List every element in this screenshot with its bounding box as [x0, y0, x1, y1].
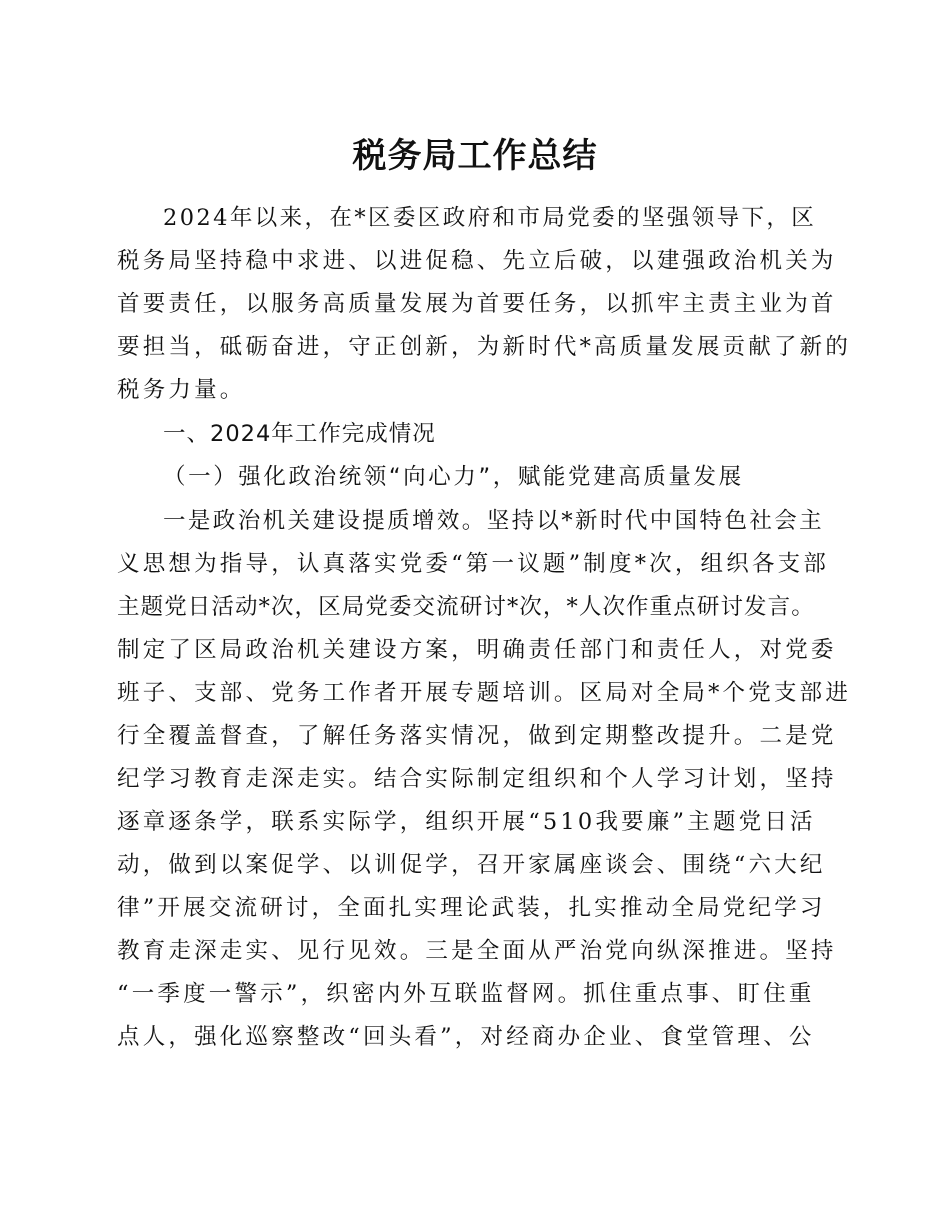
body-line-1: 一是政治机关建设提质增效。坚持以*新时代中国特色社会主 — [163, 508, 825, 534]
intro-line-3: 首要责任，以服务高质量发展为首要任务，以抓牢主责主业为首 — [117, 291, 837, 317]
body-line-5: 班子、支部、党务工作者开展专题培训。区局对全局*个党支部进 — [117, 680, 852, 706]
body-line-3: 主题党日活动*次，区局党委交流研讨*次，*人次作重点研讨发言。 — [117, 594, 815, 620]
section-heading: 一、2024年工作完成情况 — [163, 421, 436, 447]
body-line-12: “一季度一警示”，织密内外互联监督网。抓住重点事、盯住重 — [117, 981, 815, 1007]
intro-line-4: 要担当，砥砺奋进，守正创新，为新时代*高质量发展贡献了新的 — [117, 334, 852, 360]
intro-line-2: 税务局坚持稳中求进、以进促稳、先立后破，以建强政治机关为 — [117, 248, 837, 274]
intro-line-1: 2024年以来，在*区委区政府和市局党委的坚强领导下，区 — [163, 205, 817, 231]
body-line-7: 纪学习教育走深走实。结合实际制定组织和个人学习计划，坚持 — [117, 766, 837, 792]
body-line-11: 教育走深走实、见行见效。三是全面从严治党向纵深推进。坚持 — [117, 938, 837, 964]
subsection-heading: （一）强化政治统领“向心力”，赋能党建高质量发展 — [163, 464, 744, 490]
body-line-10: 律”开展交流研讨，全面扎实理论武装，扎实推动全局党纪学习 — [117, 895, 826, 921]
body-line-6: 行全覆盖督查，了解任务落实情况，做到定期整改提升。二是党 — [117, 723, 837, 749]
body-line-9: 动，做到以案促学、以训促学，召开家属座谈会、围绕“六大纪 — [117, 852, 826, 878]
body-line-2: 义思想为指导，认真落实党委“第一议题”制度*次，组织各支部 — [117, 551, 830, 577]
body-line-8: 逐章逐条学，联系实际学，组织开展“510我要廉”主题党日活 — [117, 809, 816, 835]
intro-line-5: 税务力量。 — [117, 377, 246, 403]
document-title: 税务局工作总结 — [352, 136, 598, 176]
body-line-13: 点人，强化巡察整改“回头看”，对经商办企业、食堂管理、公 — [117, 1024, 815, 1050]
body-line-4: 制定了区局政治机关建设方案，明确责任部门和责任人，对党委 — [117, 637, 837, 663]
